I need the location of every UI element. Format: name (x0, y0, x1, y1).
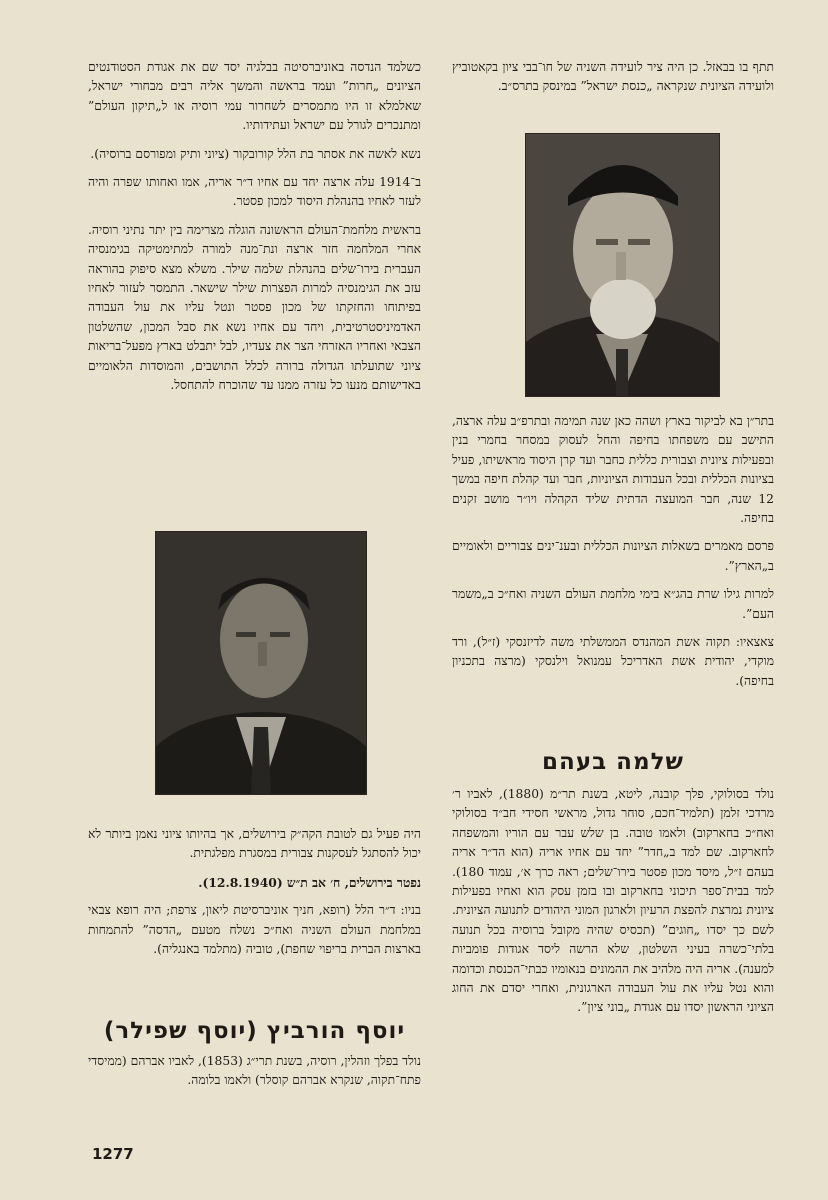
right-column-bottom (452, 785, 774, 1027)
paragraph: נולד בסולוקי, פלך קובנה, ליטא, בשנת תר״מ (1880), לאביו ר׳ מרדכי זלמן (תלמיד־חכם, סוחר גדול, מראשי חסידי חב״ד בסולוקי ואח״כ בחארקוב) ולאמו טובה. בן שלש עבר עם הוריו והמשפחה לחארקוב. שם למד ב„חדר” יחד עם אחיו אריה (הוא הד״ר אריה בעהם ז״ל, מיסד מכון פסטר בירו־שלים; ראה כרך א׳, עמוד 180). למד בבית־ספר תיכוני בחארקוב ובו בזמן עסק הוא ואחיו בפעילות ציונית נמרצת להפצת הרעיון ולארגון המוני היהודים לתנועה הציונית. לשם כך יסדו „חוגים” (תכסיס שהיה מקובל ברוסיה בכל תנועה בלתי־כשרה בעיני השלטון, שלא הרשה ליסד אגודות פומביות למענה). אריה היה מלהיב את ההמונים בנאומיו כבתי־הכנסת וכדומה והוא נטל עליו את עול העבודה הארגונית, ואחרי יסדם את החוג הציוני הראשון יסדו עם אגודת „בוני ציון”. (452, 787, 774, 1015)
paragraph: תתף בו בבאזל. כן היה ציר לועידה השניה של חו־בבי ציון בקאטוביץ ולועידה הציונית שנקראה „כנסת ישראל” במינסק בתרס״ב. (452, 60, 774, 94)
paragraph: בראשית מלחמת־העולם הראשונה הוגלה מצרימה בין יתר נתיני רוסיה. אחרי המלחמה חזר ארצה ונת־מנה למורה למתימטיקה בגימנסיה העברית בירו־שלים בהנהלת שלמה שילר. משלא מצא סיפוק בהוראה עזב את הגימנסיה למרות הפצרות שילר שישאר. התמסר לעזור לאחיו בפיתוחו והחזקתו של מכון פסטר ונטל עליו את עול העבודה האדמיניסטרטיבית, ויחד עם אחיו נשא את סבל המכון, שהשלטון הצבאי ואחריו האזרחי הצר את צעדיו, לבל יתבלט בארץ מפעל־בריאות ציוני שתועלתו הגדולה ברורה לכלל התושבים, והמוסדות הלאומיים באדישותם מנעו כל עזרה ממנו עד שהוכרח להתחסל. (88, 222, 421, 393)
paragraph: בתר״ן בא לביקור בארץ ושהה כאן שנה תמימה ובתרפ״ב עלה ארצה, התישב עם משפחתו בחיפה והחל לעסוק במסחר בחמרי בנין ובפעילות ציונית וצבורית כללית כחבר ועד קרן היסוד מראשיתו, פעיל בציונות הכללית ובכל העבודות הציוניות, חבר ועד קהלת חיפה במשך 12 שנה, חבר המועצה הדתית שליד הקהלה ויו״ר מושב זקנים בחיפה. (452, 414, 774, 526)
paragraph: צאצאיו: תקוה אשת המהנדס הממשלתי משה לדיזנסקי (ז״ל), ורד מוקדי, יהודית אשת האדריכל עמנואל וילנסקי (מרצה בתכניון בחיפה). (452, 635, 774, 688)
left-column-middle (88, 825, 421, 968)
paragraph: נשא לאשה את אסתר בת הלל קורובקור (ציוני ותיק ומפורסם ברוסיה). (90, 146, 421, 161)
paragraph: נפטר בירושלים, ח׳ אב ת״ש (12.8.1940). (198, 874, 421, 890)
section-title: יוסף הורביץ (יוסף שפילר) (103, 1018, 406, 1044)
paragraph: היה פעיל גם לטובת הקה״ק בירושלים, אך בהיותו ציוני נאמן ביותר לא יכול להסתגל לעסקנות צבורית במסגרת מפלגתית. (88, 827, 421, 861)
paragraph: נולד בפלך וזהלין, רוסיה, בשנת תרי״ג (1853), לאביו אברהם (ממיסדי פתח־תקוה, שנקרא אברהם קוסלר) ולאמו בלומה. (88, 1054, 421, 1088)
right-column-top (452, 58, 774, 106)
paragraph: למרות גילו שרת בהג״א בימי מלחמת העולם השניה ואח״כ ב„משמר העם”. (452, 587, 774, 621)
section-title: שלמה בעהם (542, 749, 684, 775)
paragraph: פרסם מאמרים בשאלות הציונות הכללית ובענ־ינים צבוריים ולאומיים ב„הארץ”. (452, 539, 774, 573)
paragraph: בניו: ד״ר הלל (רופא, חניך אוניברסיטת ליאון, צרפת; היה רופא צבאי במלחמת העולם השניה ואח״כ נשלח מטעם „הדסה” להתמחות בארצות הברית בריפוי שחפת), טוביה (מתלמד באנגליה). (88, 903, 421, 957)
portrait-photo-man-suit-icon (155, 531, 367, 795)
left-column-top (88, 58, 421, 405)
paragraph: ב־1914 עלה ארצה יחד עם אחיו ד״ר אריה, אמו ואחותו שפרה והיה לעזר לאחיו בהנהלת היסוד למכון פסטר. (88, 175, 421, 209)
right-column-middle (452, 412, 774, 700)
portrait-photo-elderly-man-kippah-icon (525, 133, 720, 397)
left-column-bottom (88, 1052, 421, 1100)
page-number: 1277 (92, 1145, 134, 1163)
paragraph: כשלמד הנדסה באוניברסיטה בבלגיה יסד שם את אגודת הסטודנטים הציונים „חרות” ועמד בראשה והמשך אליה רבים מבחורי ישראל, שאלמלא זו היו מתמסרים לשחרור עמי רוסיה או ל„תיקון העולם” ומתנכרים לגורל עם ישראל ועתידותיו. (88, 60, 421, 133)
